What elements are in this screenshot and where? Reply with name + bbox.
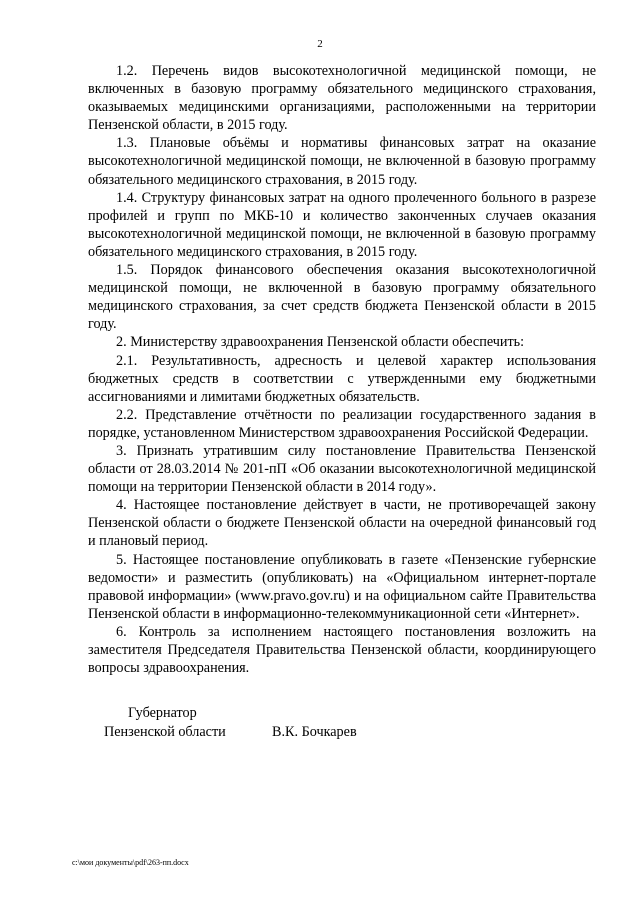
- paragraph-2: 2. Министерству здравоохранения Пензенской области обеспечить:: [116, 334, 525, 351]
- paragraph-1-5: 1.5. Порядок финансового обеспечения оказания высокотехнологичной медицинской помощи, не включенной в базовую программу обязательного медицинского страхования, за счет средств бюджета Пензенской области в 2015 году.: [88, 262, 596, 333]
- signature-name: В.К. Бочкарев: [272, 724, 357, 740]
- paragraph-1-4: 1.4. Структуру финансовых затрат на одного пролеченного больного в разрезе профилей и групп по МКБ-10 и количество законченных случаев оказания высокотехнологичной медицинской помощи, не включенной в базовую программу обязательного медицинского страхования, в 2015 году.: [88, 189, 596, 260]
- paragraph-1-2: 1.2. Перечень видов высокотехнологичной медицинской помощи, не включенных в базовую программу обязательного медицинского страхования, оказываемых медицинскими организациями, расположенными на территории Пензенской области, в 2015 году.: [88, 63, 596, 134]
- paragraph-2-1: 2.1. Результативность, адресность и целевой характер использования бюджетных средств в соответствии с утвержденными ему бюджетными ассигнованиями и лимитами бюджетных обязательств.: [88, 352, 596, 405]
- document-body: [88, 62, 596, 677]
- signature-region: Пензенской области: [104, 724, 226, 740]
- file-path-footer: c:\мои документы\pdf\263-пп.docx: [72, 858, 189, 867]
- signature-title: Губернатор: [128, 705, 197, 721]
- paragraph-4: 4. Настоящее постановление действует в части, не противоречащей закону Пензенской области о бюджете Пензенской области на очередной финансовый год и плановый период.: [88, 497, 596, 550]
- paragraph-6: 6. Контроль за исполнением настоящего постановления возложить на заместителя Председателя Правительства Пензенской области, координирующего вопросы здравоохранения.: [88, 623, 596, 677]
- paragraph-2-2: 2.2. Представление отчётности по реализации государственного задания в порядке, установленном Министерством здравоохранения Российской Федерации.: [88, 406, 596, 441]
- paragraph-5: 5. Настоящее постановление опубликовать в газете «Пензенские губернские ведомости» и разместить (опубликовать) на «Официальном интернет-портале правовой информации» (www.pravo.gov.ru) и на официальном сайте Правительства Пензенской области в информационно-телекоммуникационной сети «Интернет».: [88, 551, 596, 622]
- paragraph-1-3: 1.3. Плановые объёмы и нормативы финансовых затрат на оказание высокотехнологичной медицинской помощи, не включенной в базовую программу обязательного медицинского страхования, в 2015 году.: [88, 135, 596, 188]
- paragraph-3: 3. Признать утратившим силу постановление Правительства Пензенской области от 28.03.2014 № 201-пП «Об оказании высокотехнологичной медицинской помощи на территории Пензенской области в 2014 году».: [88, 442, 596, 496]
- page-number: 2: [317, 38, 323, 50]
